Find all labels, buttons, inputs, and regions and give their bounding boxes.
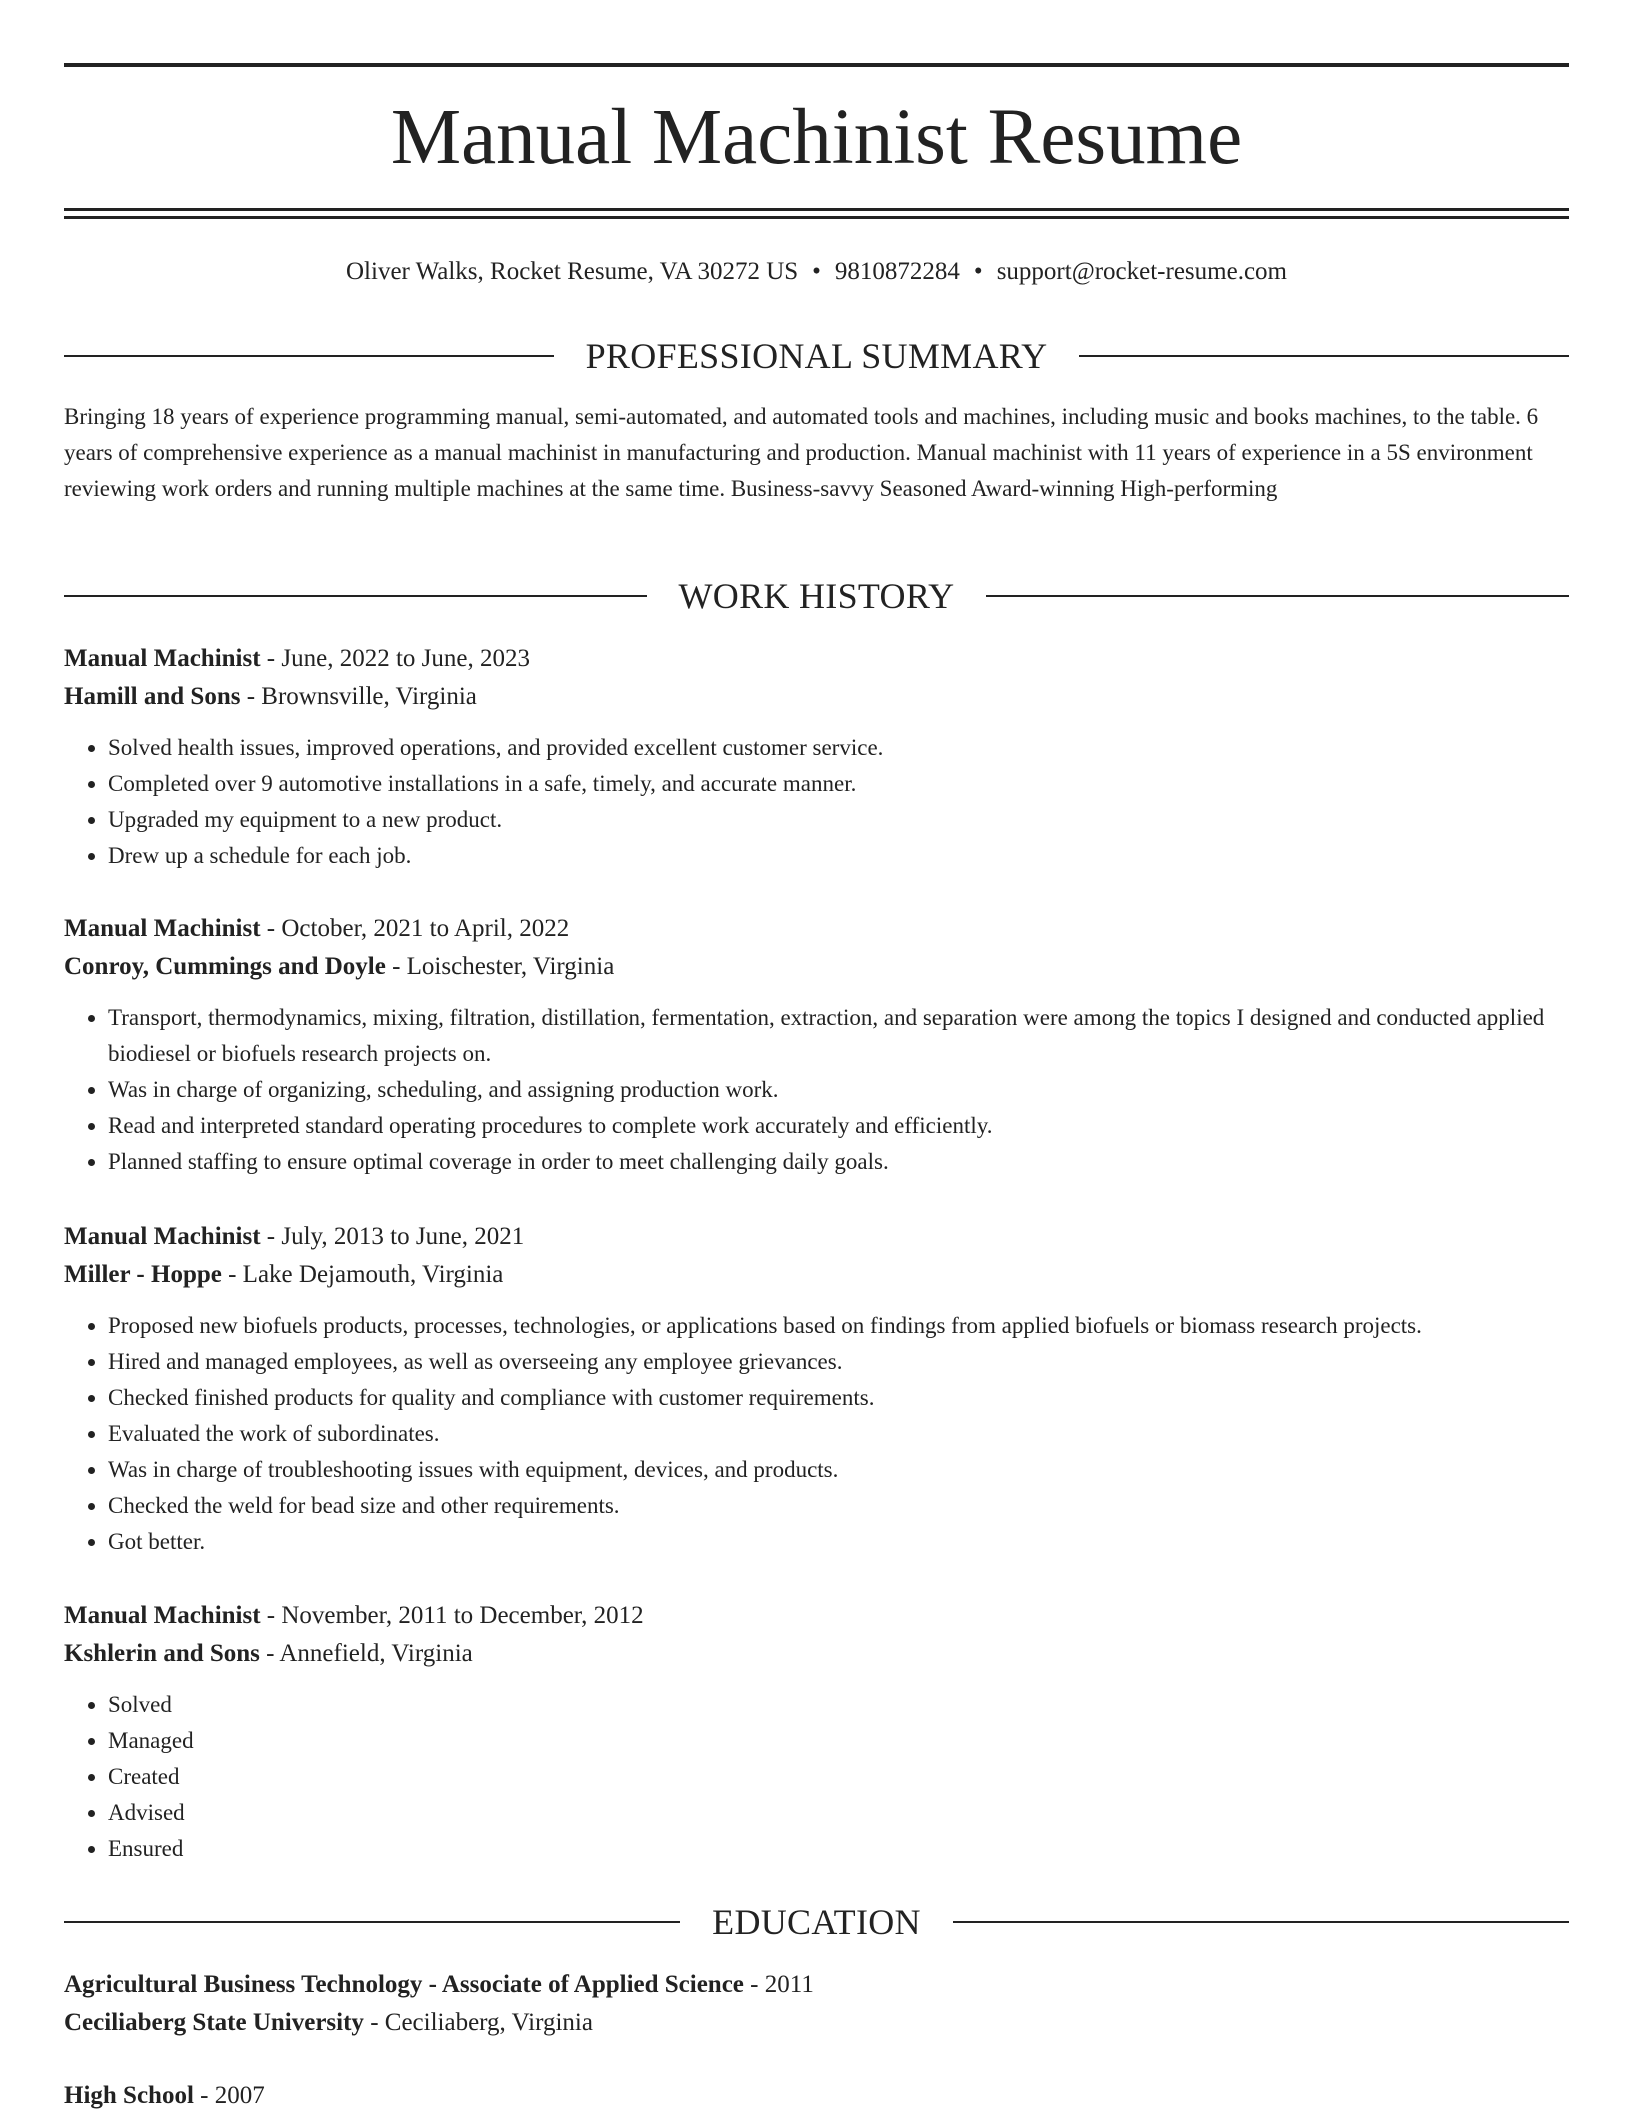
- job-dates: - July, 2013 to June, 2021: [260, 1223, 525, 1250]
- list-item: • Proposed new biofuels products, processes, technologies, or applications based on findings from applied biofuels or biomass research projects.: [108, 1308, 1569, 1344]
- job-location: - Lake Dejamouth, Virginia: [221, 1261, 504, 1288]
- job-bullets: [64, 1308, 1569, 1560]
- list-item: • Got better.: [108, 1524, 1569, 1560]
- list-item: • Created: [108, 1759, 1569, 1795]
- job-entry: [64, 1597, 1569, 1867]
- contact-email[interactable]: support@rocket-resume.com: [996, 258, 1287, 285]
- section-title: EDUCATION: [712, 1902, 921, 1942]
- job-bullets: [64, 730, 1569, 874]
- education-degree: Agricultural Business Technology - Associate of Applied Science: [64, 1971, 744, 1998]
- education-year: - 2007: [193, 2082, 265, 2109]
- section-heading-summary: [64, 336, 1569, 376]
- contact-line: [64, 254, 1569, 290]
- heading-rule: [64, 1921, 680, 1923]
- heading-rule: [64, 355, 554, 357]
- heading-rule: [64, 595, 647, 597]
- job-bullets: [64, 1687, 1569, 1867]
- job-company-line: [64, 1256, 1569, 1294]
- section-title: PROFESSIONAL SUMMARY: [585, 336, 1048, 376]
- education-degree: High School: [64, 2082, 194, 2109]
- top-rule: [64, 63, 1569, 67]
- section-heading-education: [64, 1902, 1569, 1942]
- heading-rule: [986, 595, 1569, 597]
- job-dates: - June, 2022 to June, 2023: [260, 645, 530, 672]
- job-entry: [64, 910, 1569, 1180]
- education-degree-line: [64, 2077, 1569, 2115]
- job-title-line: [64, 910, 1569, 948]
- list-item: • Read and interpreted standard operating procedures to complete work accurately and efficiently.: [108, 1108, 1569, 1144]
- job-entry: [64, 1218, 1569, 1560]
- section-title: WORK HISTORY: [678, 576, 955, 616]
- education-year: - 2011: [743, 1971, 814, 1998]
- job-company-line: [64, 1635, 1569, 1673]
- contact-phone: 9810872284: [834, 258, 960, 285]
- education-school: Ceciliaberg State University: [64, 2009, 364, 2036]
- list-item: • Completed over 9 automotive installations in a safe, timely, and accurate manner.: [108, 766, 1569, 802]
- education-entry: [64, 1966, 1569, 2042]
- job-title: Manual Machinist: [64, 645, 261, 672]
- title-rule-lower: [64, 216, 1569, 219]
- job-dates: - November, 2011 to December, 2012: [260, 1602, 644, 1629]
- education-location: - Ceciliaberg, Virginia: [363, 2009, 593, 2036]
- education-entry: [64, 2077, 1569, 2115]
- resume-title: Manual Machinist Resume: [390, 94, 1243, 181]
- job-title: Manual Machinist: [64, 1223, 261, 1250]
- list-item: • Was in charge of troubleshooting issues with equipment, devices, and products.: [108, 1452, 1569, 1488]
- job-title-line: [64, 1597, 1569, 1635]
- list-item: • Solved: [108, 1687, 1569, 1723]
- job-location: - Annefield, Virginia: [259, 1640, 473, 1667]
- contact-address: Oliver Walks, Rocket Resume, VA 30272 US: [346, 258, 799, 285]
- job-company: Kshlerin and Sons: [64, 1640, 260, 1667]
- job-company: Hamill and Sons: [64, 683, 241, 710]
- summary-text: Bringing 18 years of experience programming manual, semi-automated, and automated tools and machines, including music and books machines, to the table. 6 years of comprehensive experience as a manual machinist in manufacturing and production. Manual machinist with 11 years of experience in a 5S environment reviewing work orders and running multiple machines at the same time. Business-savvy Seasoned Award-winning High-performing: [64, 404, 1539, 501]
- list-item: • Was in charge of organizing, scheduling, and assigning production work.: [108, 1072, 1569, 1108]
- job-location: - Brownsville, Virginia: [240, 683, 477, 710]
- job-company: Conroy, Cummings and Doyle: [64, 953, 386, 980]
- title-rule-upper: [64, 208, 1569, 211]
- contact-separator: •: [812, 258, 821, 285]
- heading-rule: [1079, 355, 1569, 357]
- education-school-line: [64, 2004, 1569, 2042]
- list-item: • Planned staffing to ensure optimal coverage in order to meet challenging daily goals.: [108, 1144, 1569, 1180]
- job-entry: [64, 640, 1569, 874]
- education-degree-line: [64, 1966, 1569, 2004]
- contact-separator: •: [973, 258, 983, 285]
- list-item: • Upgraded my equipment to a new product.: [108, 802, 1569, 838]
- heading-rule: [953, 1921, 1569, 1923]
- job-location: - Loischester, Virginia: [385, 953, 615, 980]
- job-title-line: [64, 1218, 1569, 1256]
- list-item: • Evaluated the work of subordinates.: [108, 1416, 1569, 1452]
- job-title: Manual Machinist: [64, 1602, 261, 1629]
- job-company-line: [64, 678, 1569, 716]
- job-title: Manual Machinist: [64, 915, 261, 942]
- list-item: • Solved health issues, improved operations, and provided excellent customer service.: [108, 730, 1569, 766]
- list-item: • Hired and managed employees, as well as overseeing any employee grievances.: [108, 1344, 1569, 1380]
- job-title-line: [64, 640, 1569, 678]
- job-dates: - October, 2021 to April, 2022: [260, 915, 570, 942]
- list-item: • Advised: [108, 1795, 1569, 1831]
- list-item: • Ensured: [108, 1831, 1569, 1867]
- job-company: Miller - Hoppe: [64, 1261, 222, 1288]
- list-item: • Transport, thermodynamics, mixing, filtration, distillation, fermentation, extraction, and separation were among the topics I designed and conducted applied biodiesel or biofuels research projects on.: [108, 1000, 1569, 1072]
- job-bullets: [64, 1000, 1569, 1180]
- job-company-line: [64, 948, 1569, 986]
- list-item: • Checked the weld for bead size and other requirements.: [108, 1488, 1569, 1524]
- list-item: • Managed: [108, 1723, 1569, 1759]
- list-item: • Checked finished products for quality and compliance with customer requirements.: [108, 1380, 1569, 1416]
- list-item: • Drew up a schedule for each job.: [108, 838, 1569, 874]
- section-heading-work: [64, 576, 1569, 616]
